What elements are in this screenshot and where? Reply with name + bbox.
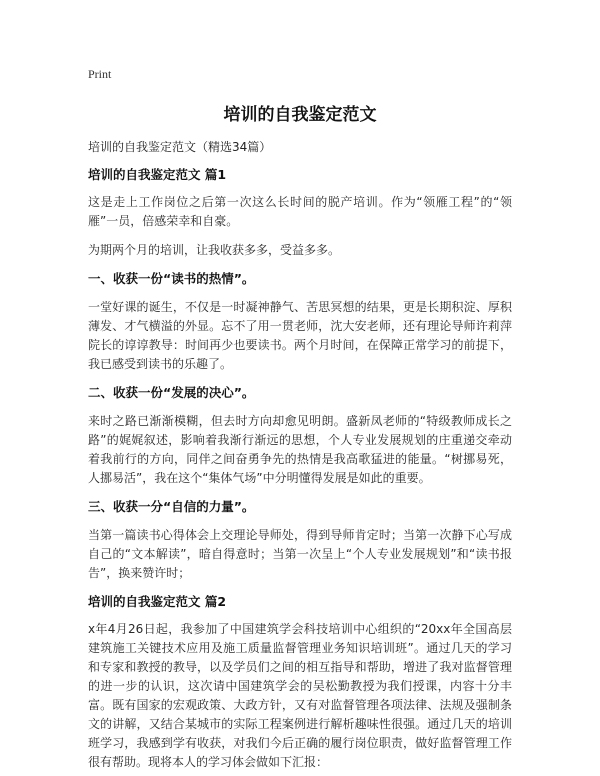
article-1-subheading-1: 一、收获一份“读书的热情”。: [88, 271, 255, 286]
article-1-paragraph-1: 这是走上工作岗位之后第一次这么长时间的脱产培训。作为“领雁工程”的“领雁”一员，倍感荣幸和自豪。: [88, 195, 512, 228]
article-1-paragraph-2: 为期两个月的培训，让我收获多多，受益多多。: [88, 243, 341, 257]
article-1-paragraph-4: 来时之路已渐渐模糊，但去时方向却愈见明朗。盛新凤老师的“特级教师成长之路”的娓娓叙述，影响着我渐行渐远的思想，个人专业发展规划的庄重递交牵动着我前行的方向，同伴之间奋勇争先的热情是我高歌猛进的能量。“树挪易死，人挪易活”，我在这个“集体气场”中分明懂得发展是如此的重要。: [88, 414, 512, 485]
article-1-subheading-2: 二、收获一份“发展的决心”。: [88, 385, 255, 400]
print-link[interactable]: Print: [88, 67, 112, 81]
article-2-paragraph-1: x年4月26日起，我参加了中国建筑学会科技培训中心组织的“20xx年全国高层建筑施工关键技术应用及施工质量监督管理业务知识培训班”。通过几天的学习和专家和教授的教导，以及学员们之间的相互指导和帮助，增进了我对监督管理的进一步的认识，这次请中国建筑学会的吴松勤教授为我们授课，内容十分丰富。既有国家的宏观政策、大政方针，又有对监督管理各项法律、法规及强制条文的讲解，又结合某城市的实际工程案例进行解析趣味性很强。通过几天的培训班学习，我感到学有收获，对我们今后正确的履行岗位职责，做好监督管理工作很有帮助。现将本人的学习体会做如下汇报：: [88, 622, 512, 769]
page-title: 培训的自我鉴定范文: [223, 105, 377, 125]
article-2-heading: 培训的自我鉴定范文 篇2: [88, 594, 227, 609]
article-1-paragraph-5: 当第一篇读书心得体会上交理论导师处，得到导师肯定时；当第一次静下心写成自己的“文本解读”，暗自得意时；当第一次呈上“个人专业发展规划”和“读书报告”，换来赞许时；: [88, 528, 512, 580]
subtitle: 培训的自我鉴定范文（精选34篇）: [88, 140, 272, 154]
article-1-subheading-3: 三、收获一分“自信的力量”。: [88, 499, 255, 514]
article-1-paragraph-3: 一堂好课的诞生，不仅是一时凝神静气、苦思冥想的结果，更是长期积淀、厚积薄发、才气横溢的外显。忘不了用一贯老师，沈大安老师，还有理论导师许莉萍院长的谆谆教导：时间再少也要读书。两个月时间，在保障正常学习的前提下，我已感受到读书的乐趣了。: [88, 300, 512, 371]
article-1-heading: 培训的自我鉴定范文 篇1: [88, 167, 227, 182]
